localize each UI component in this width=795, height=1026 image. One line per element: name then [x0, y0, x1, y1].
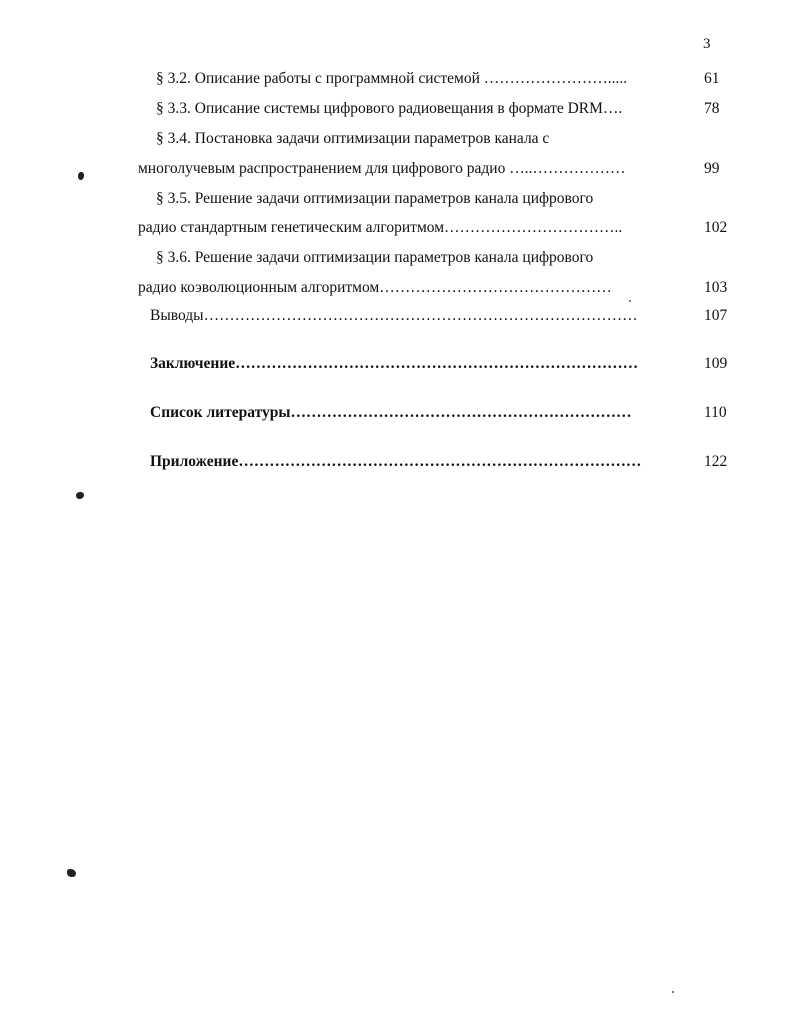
toc-entry-3-3	[156, 100, 733, 124]
toc-entry-3-4-line2	[138, 160, 733, 184]
toc-entry-3-2	[156, 70, 733, 94]
toc-entry-title: Заключение……………………………………………………………………	[150, 355, 639, 372]
toc-entry-title: радио коэволюционным алгоритмом………………………………………	[138, 279, 612, 296]
toc-entry-title: многолучевым распространением для цифрового радио …..………………	[138, 160, 626, 177]
toc-entry-3-5-line2	[138, 219, 733, 243]
toc-entry-page: 103	[704, 279, 728, 296]
toc-entry-bibliography	[150, 404, 733, 428]
toc-entry-conclusions	[150, 307, 733, 331]
scan-speck	[629, 300, 631, 302]
toc-entry-3-6-line2	[138, 279, 733, 303]
toc-entry-title: радио стандартным генетическим алгоритмом……………………………..	[138, 219, 623, 236]
toc-entry-3-5-line1	[156, 190, 733, 214]
toc-entry-title: Список литературы…………………………………………………………	[150, 404, 632, 421]
toc-entry-page: 78	[704, 100, 720, 117]
toc-entry-title: § 3.6. Решение задачи оптимизации параметров канала цифрового	[156, 249, 594, 266]
toc-entry-page: 122	[704, 453, 728, 470]
toc-entry-page: 110	[704, 404, 727, 421]
toc-entry-page: 109	[704, 355, 728, 372]
toc-entry-appendix	[150, 453, 733, 477]
toc-entry-page: 102	[704, 219, 728, 236]
toc-entry-page: 107	[704, 307, 728, 324]
toc-entry-title: § 3.5. Решение задачи оптимизации параметров канала цифрового	[156, 190, 594, 207]
page-number: 3	[703, 36, 711, 52]
scan-speck	[672, 991, 674, 993]
scan-mark	[76, 492, 84, 499]
toc-entry-page: 99	[704, 160, 720, 177]
toc-entry-3-6-line1	[156, 249, 733, 273]
toc-entry-3-4-line1	[156, 130, 733, 154]
toc-entry-page: 61	[704, 70, 720, 87]
scan-mark	[78, 172, 84, 180]
scan-mark	[67, 869, 76, 877]
toc-entry-conclusion	[150, 355, 733, 379]
toc-entry-title: Выводы…………………………………………………………………………	[150, 307, 638, 324]
toc-entry-title: § 3.4. Постановка задачи оптимизации параметров канала с	[156, 130, 550, 147]
toc-entry-title: § 3.2. Описание работы с программной системой …………………….....	[156, 70, 628, 87]
toc-entry-title: § 3.3. Описание системы цифрового радиовещания в формате DRM….	[156, 100, 623, 117]
toc-entry-title: Приложение……………………………………………………………………	[150, 453, 642, 470]
